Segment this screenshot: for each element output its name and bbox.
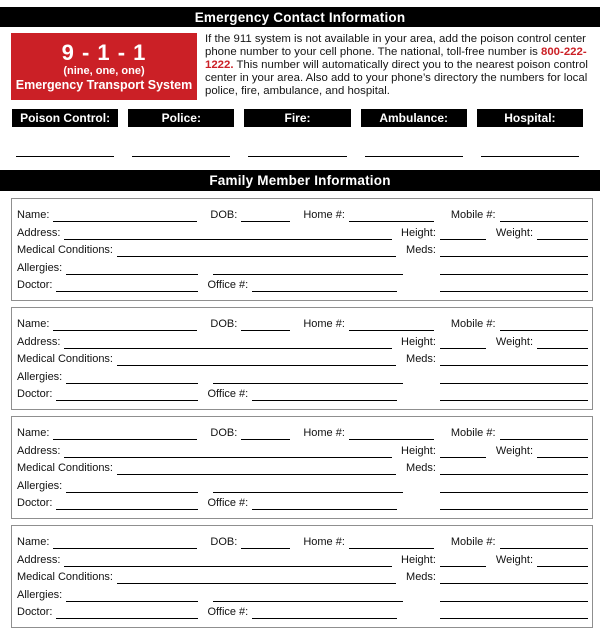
height-blank-line [440, 239, 486, 240]
meds-blank-line-3 [440, 291, 588, 292]
meds-blank-line-2 [440, 383, 588, 384]
address-label: Address: [17, 226, 61, 239]
allergies-blank-line [66, 601, 198, 602]
meds-blank-line-3 [440, 618, 588, 619]
emergency-header-title: Emergency Contact Information [194, 9, 406, 25]
mobile-phone-blank-line [500, 439, 588, 440]
home-phone-label: Home #: [303, 318, 345, 331]
member-row-medical [17, 349, 588, 366]
medical-conditions-label: Medical Conditions: [17, 462, 113, 475]
home-phone-blank-line [349, 221, 434, 222]
medical-conditions-label: Medical Conditions: [17, 353, 113, 366]
height-blank-line [440, 348, 486, 349]
meds-blank-line [440, 365, 588, 366]
home-phone-blank-line [349, 330, 434, 331]
member-row-address [17, 331, 588, 348]
office-phone-blank-line [252, 400, 397, 401]
allergies-blank-line [66, 492, 198, 493]
medical-conditions-label: Medical Conditions: [17, 571, 113, 584]
home-phone-blank-line [349, 439, 434, 440]
member-row-doctor [17, 493, 588, 510]
emergency-contact-form [0, 7, 600, 630]
home-phone-label: Home #: [303, 209, 345, 222]
address-label: Address: [17, 444, 61, 457]
allergies-label: Allergies: [17, 588, 63, 601]
emergency-header-bar [0, 7, 600, 27]
doctor-blank-line [56, 400, 198, 401]
medical-conditions-blank-line [117, 365, 396, 366]
height-label: Height: [401, 444, 436, 457]
office-phone-label: Office #: [207, 278, 249, 291]
address-blank-line [64, 239, 392, 240]
member-row-name [17, 314, 588, 331]
meds-blank-line-2 [440, 274, 588, 275]
family-member-box [11, 198, 593, 301]
weight-label: Weight: [495, 335, 533, 348]
contact-blank-lines-row [12, 155, 583, 157]
address-blank-line [64, 457, 392, 458]
family-member-box [11, 416, 593, 519]
poison-control-phone-number: 800-222-1222. [205, 46, 587, 71]
member-row-allergies [17, 257, 588, 274]
contact-label-text: Police: [161, 111, 201, 125]
contact-label-poison-control [12, 109, 118, 127]
office-phone-label: Office #: [207, 496, 249, 509]
meds-blank-line [440, 583, 588, 584]
home-phone-label: Home #: [303, 536, 345, 549]
meds-blank-line-2 [440, 601, 588, 602]
meds-label: Meds: [406, 244, 436, 257]
mobile-phone-blank-line [500, 330, 588, 331]
height-label: Height: [401, 553, 436, 566]
allergies-blank-line-2 [213, 274, 403, 275]
name-label: Name: [17, 427, 50, 440]
allergies-label: Allergies: [17, 370, 63, 383]
home-phone-blank-line [349, 548, 434, 549]
name-blank-line [53, 221, 197, 222]
family-header-title: Family Member Information [209, 173, 391, 188]
badge-911-caption: Emergency Transport System [15, 77, 193, 92]
member-row-address [17, 222, 588, 239]
doctor-blank-line [56, 618, 198, 619]
name-blank-line [53, 330, 197, 331]
office-phone-blank-line [252, 509, 397, 510]
weight-label: Weight: [495, 444, 533, 457]
meds-blank-line-2 [440, 492, 588, 493]
member-row-address [17, 440, 588, 457]
member-row-allergies [17, 584, 588, 601]
height-label: Height: [401, 335, 436, 348]
member-row-name [17, 423, 588, 440]
meds-blank-line [440, 256, 588, 257]
meds-label: Meds: [406, 353, 436, 366]
member-row-allergies [17, 475, 588, 492]
badge-911-number: 9 - 1 - 1 [61, 39, 147, 65]
weight-label: Weight: [495, 553, 533, 566]
meds-label: Meds: [406, 462, 436, 475]
hospital-blank-line [481, 155, 579, 157]
member-row-medical [17, 458, 588, 475]
height-blank-line [440, 566, 486, 567]
family-member-box [11, 307, 593, 410]
doctor-label: Doctor: [17, 605, 53, 618]
fire-blank-line [248, 155, 346, 157]
allergies-blank-line [66, 383, 198, 384]
dob-label: DOB: [210, 536, 238, 549]
contact-label-fire [244, 109, 350, 127]
family-member-box [11, 525, 593, 628]
weight-blank-line [537, 457, 588, 458]
doctor-label: Doctor: [17, 496, 53, 509]
office-phone-blank-line [252, 291, 397, 292]
name-label: Name: [17, 318, 50, 331]
height-blank-line [440, 457, 486, 458]
name-label: Name: [17, 209, 50, 222]
member-row-address [17, 549, 588, 566]
ambulance-blank-line [365, 155, 463, 157]
member-row-medical [17, 240, 588, 257]
name-label: Name: [17, 536, 50, 549]
paragraph-text-before: If the 911 system is not available in your area, add the poison control center phone number to your cell phone. The national, toll-free number is [205, 33, 586, 58]
contact-label-text: Ambulance: [379, 111, 449, 125]
dob-label: DOB: [210, 427, 238, 440]
member-row-doctor [17, 384, 588, 401]
office-phone-label: Office #: [207, 387, 249, 400]
doctor-blank-line [56, 509, 198, 510]
member-row-name [17, 205, 588, 222]
allergies-blank-line [66, 274, 198, 275]
contact-labels-row [12, 109, 583, 127]
contact-label-ambulance [361, 109, 467, 127]
address-blank-line [64, 566, 392, 567]
allergies-label: Allergies: [17, 479, 63, 492]
contact-label-hospital [477, 109, 583, 127]
contact-label-text: Poison Control: [20, 111, 111, 125]
mobile-phone-label: Mobile #: [450, 318, 496, 331]
medical-conditions-blank-line [117, 474, 396, 475]
member-row-doctor [17, 602, 588, 619]
weight-blank-line [537, 348, 588, 349]
meds-blank-line-3 [440, 400, 588, 401]
dob-blank-line [241, 221, 290, 222]
dob-blank-line [241, 439, 290, 440]
allergies-blank-line-2 [213, 492, 403, 493]
weight-blank-line [537, 239, 588, 240]
doctor-label: Doctor: [17, 278, 53, 291]
weight-label: Weight: [495, 226, 533, 239]
poison-control-paragraph [205, 33, 592, 98]
mobile-phone-label: Mobile #: [450, 536, 496, 549]
weight-blank-line [537, 566, 588, 567]
meds-label: Meds: [406, 571, 436, 584]
emergency-info-section [11, 33, 592, 100]
contact-label-text: Hospital: [504, 111, 556, 125]
mobile-phone-label: Mobile #: [450, 209, 496, 222]
medical-conditions-label: Medical Conditions: [17, 244, 113, 257]
address-blank-line [64, 348, 392, 349]
mobile-phone-label: Mobile #: [450, 427, 496, 440]
family-member-boxes [0, 198, 600, 628]
dob-label: DOB: [210, 318, 238, 331]
mobile-phone-blank-line [500, 548, 588, 549]
medical-conditions-blank-line [117, 256, 396, 257]
contact-label-police [128, 109, 234, 127]
office-phone-blank-line [252, 618, 397, 619]
dob-label: DOB: [210, 209, 238, 222]
meds-blank-line [440, 474, 588, 475]
office-phone-label: Office #: [207, 605, 249, 618]
name-blank-line [53, 548, 197, 549]
doctor-blank-line [56, 291, 198, 292]
height-label: Height: [401, 226, 436, 239]
address-label: Address: [17, 335, 61, 348]
dob-blank-line [241, 548, 290, 549]
member-row-medical [17, 567, 588, 584]
allergies-blank-line-2 [213, 383, 403, 384]
family-header-bar [0, 170, 600, 191]
member-row-allergies [17, 366, 588, 383]
paragraph-text-after: This number will automatically direct you to the nearest poison control center in your area. Also add to your phone’s directory the numbers for local police, fire, ambulance, and hospital. [205, 59, 588, 97]
police-blank-line [132, 155, 230, 157]
badge-911-subtitle: (nine, one, one) [63, 64, 145, 77]
allergies-label: Allergies: [17, 261, 63, 274]
poison-control-blank-line [16, 155, 114, 157]
contact-label-text: Fire: [284, 111, 311, 125]
dob-blank-line [241, 330, 290, 331]
member-row-doctor [17, 275, 588, 292]
badge-911 [11, 33, 197, 100]
meds-blank-line-3 [440, 509, 588, 510]
home-phone-label: Home #: [303, 427, 345, 440]
name-blank-line [53, 439, 197, 440]
allergies-blank-line-2 [213, 601, 403, 602]
mobile-phone-blank-line [500, 221, 588, 222]
doctor-label: Doctor: [17, 387, 53, 400]
address-label: Address: [17, 553, 61, 566]
member-row-name [17, 532, 588, 549]
medical-conditions-blank-line [117, 583, 396, 584]
